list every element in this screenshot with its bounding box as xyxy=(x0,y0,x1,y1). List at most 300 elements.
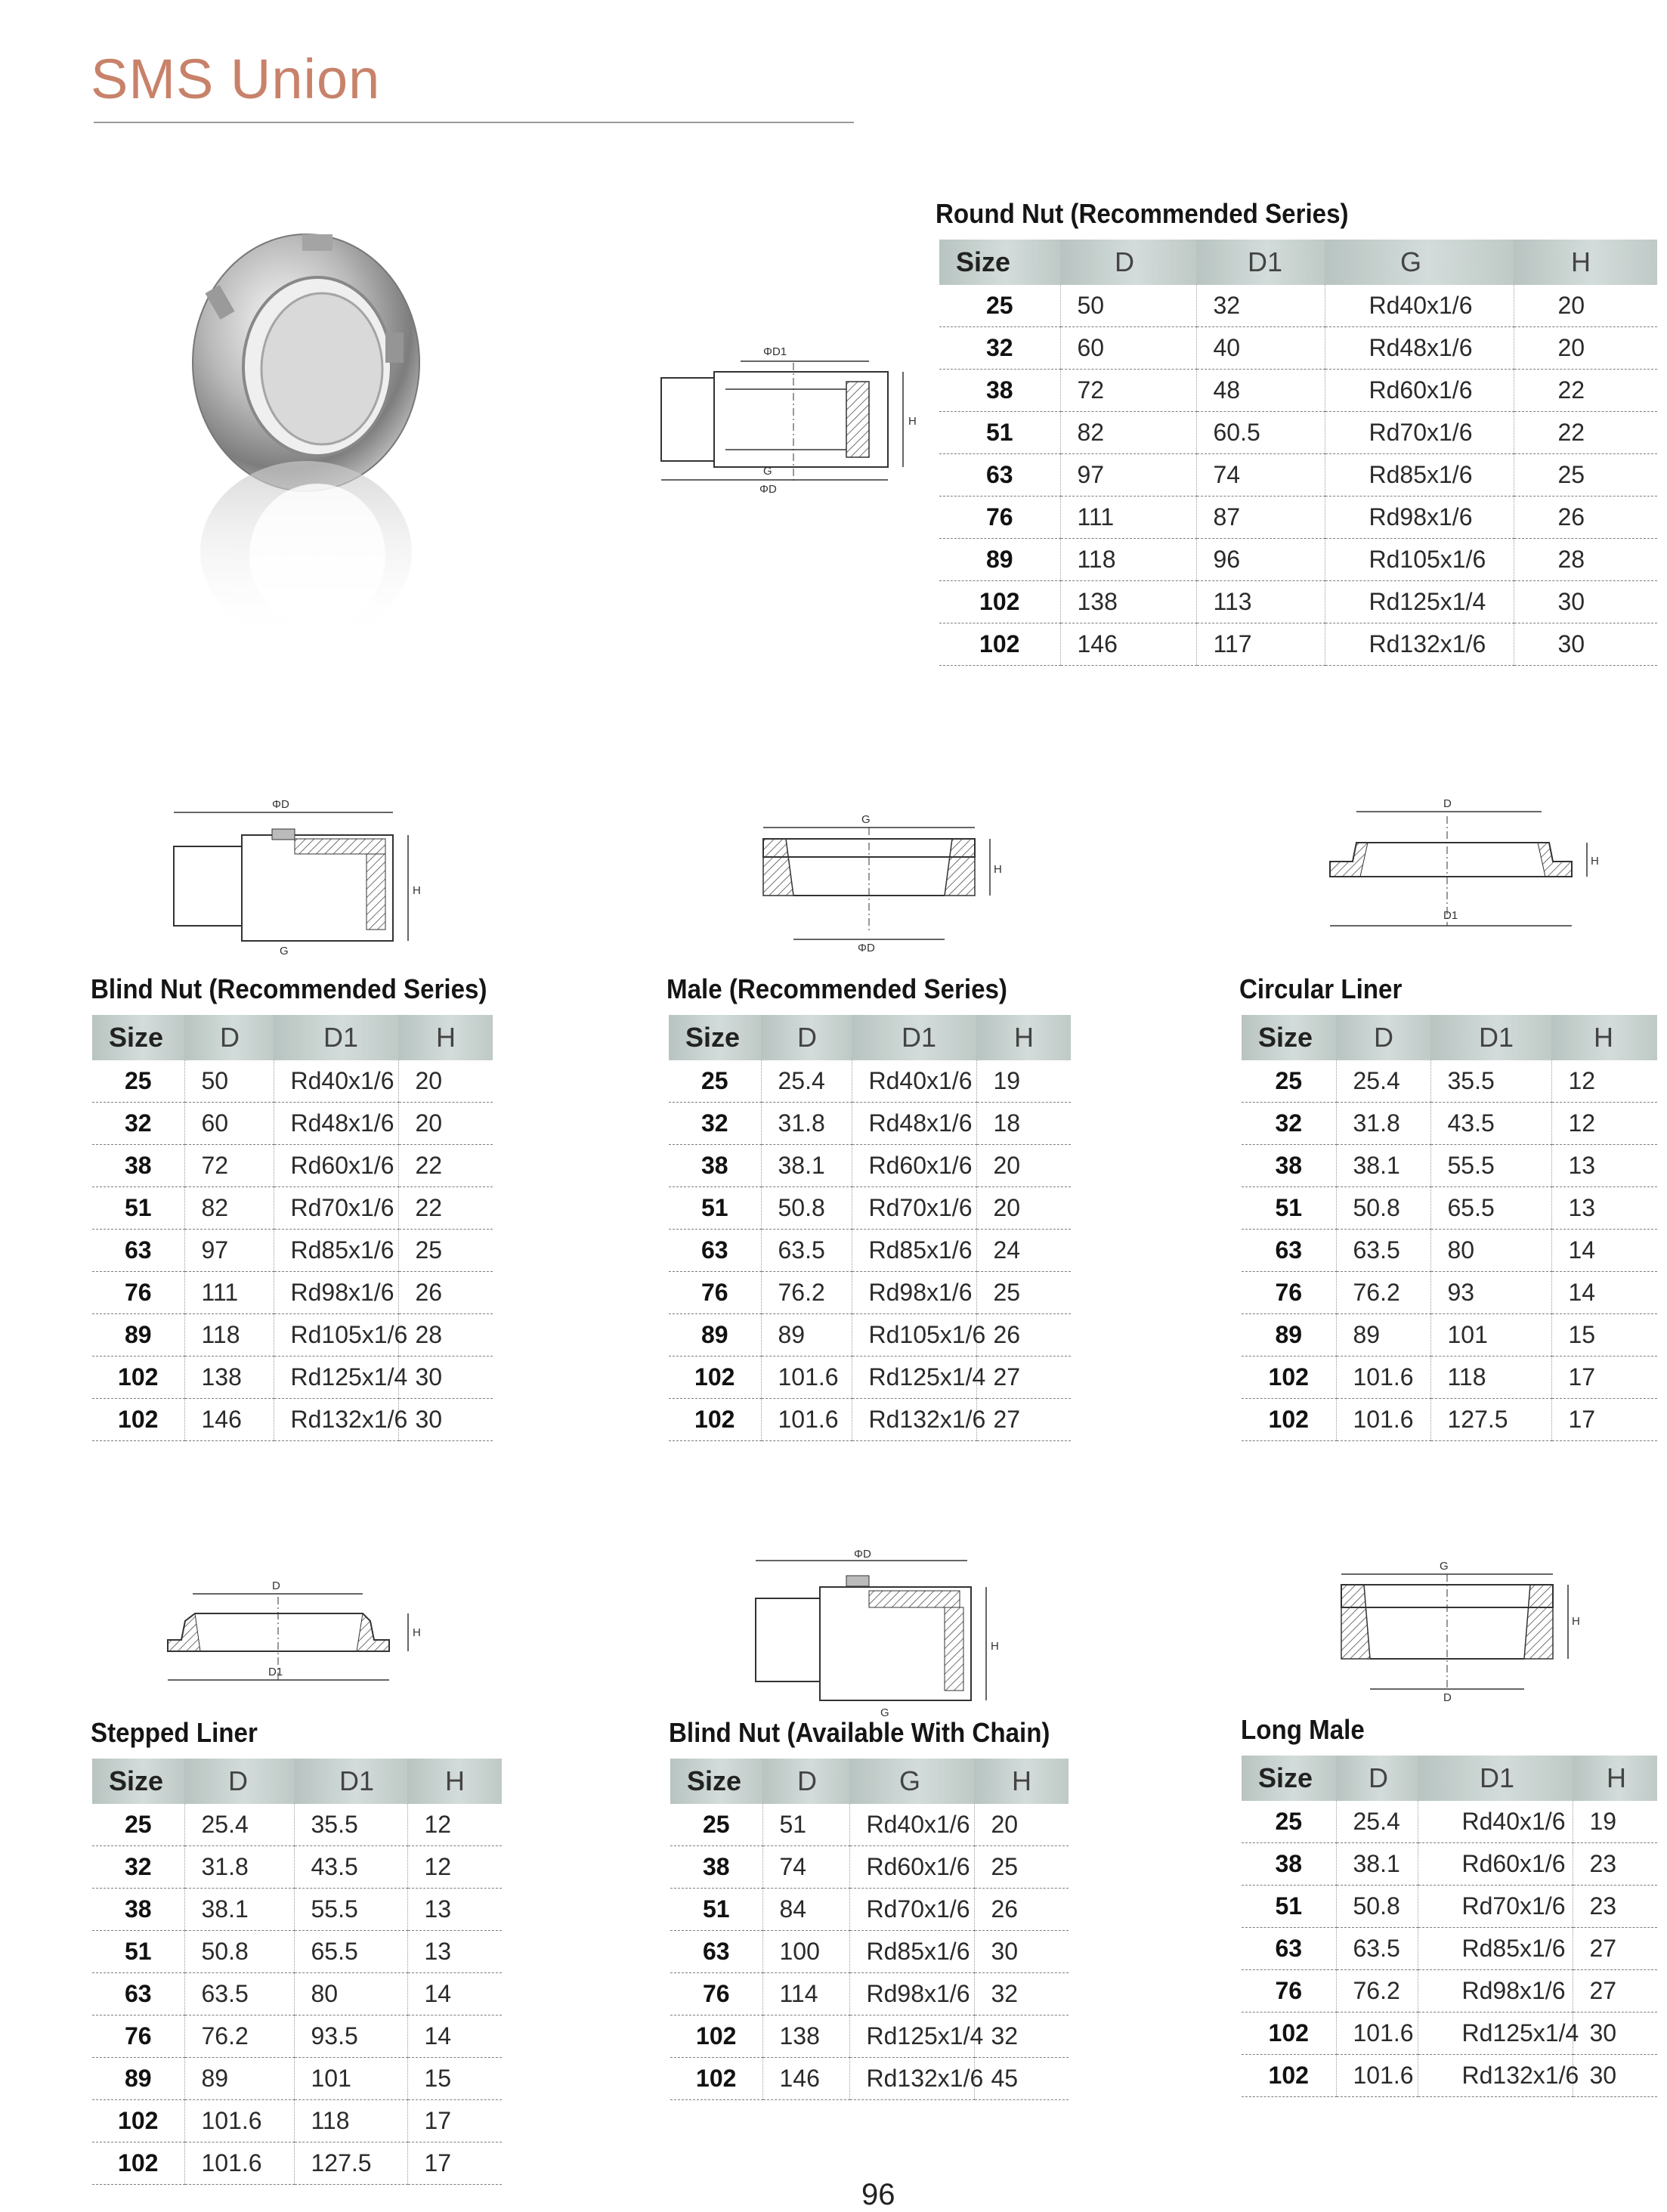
table-cell: 27 xyxy=(1573,1970,1657,2012)
table-cell: 19 xyxy=(976,1060,1071,1103)
svg-text:D: D xyxy=(1443,797,1452,810)
table-cell: 22 xyxy=(398,1145,493,1187)
column-header: D1 xyxy=(1196,240,1325,285)
table-cell: 102 xyxy=(939,623,1060,666)
table-cell: 101 xyxy=(294,2058,407,2100)
table-row xyxy=(92,1230,493,1272)
table-cell: 51 xyxy=(762,1804,849,1846)
table-cell: 43.5 xyxy=(1430,1103,1551,1145)
table-row xyxy=(92,1889,502,1931)
column-header: D xyxy=(761,1015,852,1060)
svg-text:G: G xyxy=(880,1706,889,1719)
table-row xyxy=(92,1846,502,1889)
table-cell: 97 xyxy=(1060,454,1196,497)
table-row xyxy=(92,1145,493,1187)
table-cell: 146 xyxy=(184,1399,274,1441)
table-cell: 50 xyxy=(184,1060,274,1103)
table-cell: 63 xyxy=(1242,1230,1336,1272)
table-cell: Rd40x1/6 xyxy=(1325,285,1514,327)
table-cell: 82 xyxy=(1060,412,1196,454)
table-cell: 25.4 xyxy=(761,1060,852,1103)
table-cell: Rd70x1/6 xyxy=(849,1889,974,1931)
title-divider xyxy=(94,122,854,123)
table-cell: 101 xyxy=(1430,1314,1551,1357)
long-male-drawing xyxy=(1319,1553,1606,1704)
table-row xyxy=(92,1272,493,1314)
svg-text:H: H xyxy=(991,1640,999,1653)
table-cell: Rd85x1/6 xyxy=(852,1230,976,1272)
table-row xyxy=(669,1060,1071,1103)
table-cell: 23 xyxy=(1573,1886,1657,1928)
table-cell: 31.8 xyxy=(1336,1103,1430,1145)
table-cell: 51 xyxy=(92,1187,184,1230)
svg-text:D: D xyxy=(272,1579,280,1592)
table-row xyxy=(669,1314,1071,1357)
table-cell: 38 xyxy=(669,1145,761,1187)
table-cell: 102 xyxy=(92,1357,184,1399)
table-cell: Rd40x1/6 xyxy=(274,1060,398,1103)
table-cell: 38 xyxy=(1242,1843,1336,1886)
table-cell: Rd132x1/6 xyxy=(274,1399,398,1441)
table-cell: 20 xyxy=(1514,327,1657,370)
table-cell: 35.5 xyxy=(1430,1060,1551,1103)
table-row xyxy=(92,1973,502,2016)
column-header: D xyxy=(1336,1015,1430,1060)
stepped-liner-title: Stepped Liner xyxy=(91,1717,258,1748)
column-header: D xyxy=(762,1759,849,1804)
table-cell: 76 xyxy=(939,497,1060,539)
table-cell: 20 xyxy=(976,1145,1071,1187)
table-cell: Rd40x1/6 xyxy=(1418,1801,1573,1843)
table-cell: Rd85x1/6 xyxy=(1418,1928,1573,1970)
table-cell: 76.2 xyxy=(1336,1970,1418,2012)
table-cell: Rd70x1/6 xyxy=(1418,1886,1573,1928)
column-header: Size xyxy=(939,240,1060,285)
column-header: H xyxy=(1514,240,1657,285)
table-cell: 51 xyxy=(1242,1187,1336,1230)
table-cell: 76.2 xyxy=(1336,1272,1430,1314)
table-cell: 45 xyxy=(974,2058,1069,2100)
table-cell: 20 xyxy=(398,1060,493,1103)
table-row xyxy=(92,2058,502,2100)
table-cell: 25 xyxy=(1242,1801,1336,1843)
table-cell: 89 xyxy=(92,1314,184,1357)
table-cell: 50.8 xyxy=(1336,1187,1430,1230)
table-cell: 100 xyxy=(762,1931,849,1973)
male-title: Male (Recommended Series) xyxy=(666,973,1007,1004)
table-cell: Rd48x1/6 xyxy=(1325,327,1514,370)
table-cell: 13 xyxy=(407,1889,502,1931)
table-row xyxy=(939,327,1657,370)
table-cell: Rd125x1/4 xyxy=(1418,2012,1573,2055)
table-cell: 15 xyxy=(407,2058,502,2100)
table-cell: Rd70x1/6 xyxy=(852,1187,976,1230)
table-cell: 17 xyxy=(407,2100,502,2142)
table-cell: 63 xyxy=(670,1931,762,1973)
table-cell: 25 xyxy=(92,1804,184,1846)
table-row xyxy=(1242,1103,1657,1145)
table-row xyxy=(939,623,1657,666)
table-cell: 89 xyxy=(92,2058,184,2100)
table-cell: 20 xyxy=(398,1103,493,1145)
table-cell: Rd98x1/6 xyxy=(1418,1970,1573,2012)
table-cell: 114 xyxy=(762,1973,849,2016)
table-cell: 101.6 xyxy=(1336,2012,1418,2055)
table-cell: 38.1 xyxy=(1336,1843,1418,1886)
table-cell: 113 xyxy=(1196,581,1325,623)
table-cell: 89 xyxy=(1336,1314,1430,1357)
table-cell: 76 xyxy=(92,1272,184,1314)
table-cell: Rd132x1/6 xyxy=(852,1399,976,1441)
table-cell: 27 xyxy=(976,1399,1071,1441)
table-cell: 26 xyxy=(398,1272,493,1314)
stepped-liner-table xyxy=(92,1759,502,2185)
column-header: Size xyxy=(1242,1756,1336,1801)
table-cell: 13 xyxy=(407,1931,502,1973)
table-row xyxy=(939,539,1657,581)
table-cell: 97 xyxy=(184,1230,274,1272)
long-male-title: Long Male xyxy=(1241,1714,1365,1745)
table-cell: 76 xyxy=(669,1272,761,1314)
table-row xyxy=(1242,1357,1657,1399)
column-header: Size xyxy=(1242,1015,1336,1060)
table-cell: 76 xyxy=(1242,1970,1336,2012)
table-cell: 48 xyxy=(1196,370,1325,412)
table-cell: 38 xyxy=(670,1846,762,1889)
column-header: Size xyxy=(92,1015,184,1060)
table-cell: Rd85x1/6 xyxy=(849,1931,974,1973)
table-cell: 32 xyxy=(92,1103,184,1145)
table-cell: 43.5 xyxy=(294,1846,407,1889)
table-cell: Rd125x1/4 xyxy=(849,2016,974,2058)
blind-nut-drawing xyxy=(166,790,438,956)
table-cell: 25.4 xyxy=(1336,1801,1418,1843)
table-cell: 14 xyxy=(1551,1272,1657,1314)
table-cell: Rd40x1/6 xyxy=(849,1804,974,1846)
svg-text:H: H xyxy=(413,1626,421,1639)
circular-liner-drawing xyxy=(1322,794,1625,945)
table-row xyxy=(1242,1314,1657,1357)
table-cell: 127.5 xyxy=(294,2142,407,2185)
table-row xyxy=(1242,2012,1657,2055)
table-row xyxy=(669,1145,1071,1187)
table-cell: 20 xyxy=(974,1804,1069,1846)
table-row xyxy=(670,2016,1069,2058)
table-cell: 22 xyxy=(398,1187,493,1230)
table-cell: 32 xyxy=(939,327,1060,370)
svg-text:D1: D1 xyxy=(268,1666,283,1678)
svg-text:D1: D1 xyxy=(1443,909,1458,922)
table-row xyxy=(670,1846,1069,1889)
table-cell: Rd60x1/6 xyxy=(1418,1843,1573,1886)
table-cell: 127.5 xyxy=(1430,1399,1551,1441)
table-cell: 27 xyxy=(1573,1928,1657,1970)
table-cell: 26 xyxy=(1514,497,1657,539)
table-cell: 50.8 xyxy=(184,1931,294,1973)
table-row xyxy=(670,1931,1069,1973)
round-nut-photo xyxy=(181,219,423,642)
svg-text:H: H xyxy=(1572,1615,1580,1628)
table-cell: 51 xyxy=(670,1889,762,1931)
table-header-row xyxy=(670,1759,1069,1804)
table-cell: 25 xyxy=(669,1060,761,1103)
table-cell: 89 xyxy=(761,1314,852,1357)
table-cell: 32 xyxy=(669,1103,761,1145)
table-cell: Rd98x1/6 xyxy=(274,1272,398,1314)
table-cell: 72 xyxy=(1060,370,1196,412)
table-cell: 72 xyxy=(184,1145,274,1187)
table-cell: Rd60x1/6 xyxy=(849,1846,974,1889)
table-cell: 23 xyxy=(1573,1843,1657,1886)
table-cell: 51 xyxy=(92,1931,184,1973)
table-cell: 111 xyxy=(1060,497,1196,539)
table-cell: 30 xyxy=(398,1357,493,1399)
table-cell: 89 xyxy=(184,2058,294,2100)
table-row xyxy=(939,497,1657,539)
table-row xyxy=(92,1187,493,1230)
table-cell: 60.5 xyxy=(1196,412,1325,454)
table-cell: 102 xyxy=(670,2016,762,2058)
svg-text:G: G xyxy=(280,945,289,956)
svg-text:G: G xyxy=(861,813,871,826)
table-cell: 38 xyxy=(92,1145,184,1187)
table-cell: 102 xyxy=(1242,2012,1336,2055)
svg-text:G: G xyxy=(763,465,772,478)
table-cell: 93.5 xyxy=(294,2016,407,2058)
table-cell: 63 xyxy=(1242,1928,1336,1970)
column-header: Size xyxy=(669,1015,761,1060)
table-row xyxy=(669,1357,1071,1399)
table-cell: 101.6 xyxy=(184,2142,294,2185)
column-header: D1 xyxy=(852,1015,976,1060)
table-cell: 117 xyxy=(1196,623,1325,666)
table-cell: 31.8 xyxy=(761,1103,852,1145)
column-header: Size xyxy=(92,1759,184,1804)
table-cell: 146 xyxy=(762,2058,849,2100)
blind-nut-table xyxy=(92,1015,493,1441)
table-cell: 38.1 xyxy=(1336,1145,1430,1187)
table-cell: 118 xyxy=(1060,539,1196,581)
table-cell: 38 xyxy=(92,1889,184,1931)
table-cell: 76 xyxy=(92,2016,184,2058)
table-cell: 55.5 xyxy=(1430,1145,1551,1187)
column-header: H xyxy=(974,1759,1069,1804)
table-cell: 60 xyxy=(1060,327,1196,370)
table-cell: 25 xyxy=(670,1804,762,1846)
table-cell: 74 xyxy=(1196,454,1325,497)
table-cell: 63.5 xyxy=(1336,1928,1418,1970)
table-cell: 17 xyxy=(407,2142,502,2185)
table-row xyxy=(92,1357,493,1399)
svg-text:ΦD: ΦD xyxy=(759,483,777,496)
male-table xyxy=(669,1015,1071,1441)
table-cell: 51 xyxy=(1242,1886,1336,1928)
column-header: H xyxy=(1573,1756,1657,1801)
column-header: H xyxy=(1551,1015,1657,1060)
table-cell: 32 xyxy=(1242,1103,1336,1145)
table-cell: 50.8 xyxy=(1336,1886,1418,1928)
table-header-row xyxy=(1242,1756,1657,1801)
table-row xyxy=(1242,1272,1657,1314)
table-row xyxy=(1242,1145,1657,1187)
table-cell: 63.5 xyxy=(1336,1230,1430,1272)
table-row xyxy=(1242,1399,1657,1441)
column-header: G xyxy=(1325,240,1514,285)
table-cell: 102 xyxy=(92,1399,184,1441)
table-cell: 102 xyxy=(1242,1357,1336,1399)
table-cell: 63 xyxy=(939,454,1060,497)
table-cell: Rd48x1/6 xyxy=(274,1103,398,1145)
table-row xyxy=(1242,1886,1657,1928)
table-cell: 38.1 xyxy=(761,1145,852,1187)
table-row xyxy=(669,1272,1071,1314)
table-cell: 25 xyxy=(1242,1060,1336,1103)
table-cell: 17 xyxy=(1551,1399,1657,1441)
table-cell: 50 xyxy=(1060,285,1196,327)
table-cell: 25.4 xyxy=(184,1804,294,1846)
table-cell: 111 xyxy=(184,1272,274,1314)
table-cell: 89 xyxy=(669,1314,761,1357)
male-drawing xyxy=(748,805,1005,956)
table-cell: 84 xyxy=(762,1889,849,1931)
column-header: D1 xyxy=(274,1015,398,1060)
table-cell: 30 xyxy=(1573,2055,1657,2097)
table-cell: 38.1 xyxy=(184,1889,294,1931)
blind-nut-chain-drawing xyxy=(748,1545,1020,1719)
table-cell: 18 xyxy=(976,1103,1071,1145)
table-cell: 102 xyxy=(939,581,1060,623)
table-row xyxy=(92,1804,502,1846)
table-cell: 76 xyxy=(670,1973,762,2016)
table-cell: 87 xyxy=(1196,497,1325,539)
table-cell: 138 xyxy=(1060,581,1196,623)
column-header: Size xyxy=(670,1759,762,1804)
table-cell: 96 xyxy=(1196,539,1325,581)
table-cell: 30 xyxy=(398,1399,493,1441)
round-nut-title: Round Nut (Recommended Series) xyxy=(936,198,1349,229)
column-header: H xyxy=(976,1015,1071,1060)
table-cell: 40 xyxy=(1196,327,1325,370)
table-row xyxy=(939,581,1657,623)
table-row xyxy=(939,454,1657,497)
table-row xyxy=(1242,1801,1657,1843)
table-cell: 22 xyxy=(1514,412,1657,454)
table-cell: Rd125x1/4 xyxy=(1325,581,1514,623)
table-cell: Rd98x1/6 xyxy=(849,1973,974,2016)
table-cell: 93 xyxy=(1430,1272,1551,1314)
table-cell: 63 xyxy=(669,1230,761,1272)
table-cell: Rd70x1/6 xyxy=(274,1187,398,1230)
table-cell: 76 xyxy=(1242,1272,1336,1314)
table-cell: 19 xyxy=(1573,1801,1657,1843)
table-cell: Rd132x1/6 xyxy=(1418,2055,1573,2097)
table-row xyxy=(670,1973,1069,2016)
table-row xyxy=(669,1103,1071,1145)
table-cell: 32 xyxy=(974,2016,1069,2058)
table-row xyxy=(1242,1843,1657,1886)
table-cell: 101.6 xyxy=(1336,1357,1430,1399)
table-cell: Rd60x1/6 xyxy=(1325,370,1514,412)
column-header: D xyxy=(184,1759,294,1804)
column-header: D1 xyxy=(1430,1015,1551,1060)
table-cell: 118 xyxy=(184,1314,274,1357)
table-row xyxy=(92,1399,493,1441)
table-cell: 12 xyxy=(1551,1103,1657,1145)
table-cell: Rd48x1/6 xyxy=(852,1103,976,1145)
table-cell: 102 xyxy=(670,2058,762,2100)
svg-text:G: G xyxy=(1440,1560,1449,1573)
table-cell: 14 xyxy=(407,1973,502,2016)
table-row xyxy=(1242,1187,1657,1230)
svg-text:H: H xyxy=(994,863,1002,876)
table-cell: 20 xyxy=(976,1187,1071,1230)
table-cell: 12 xyxy=(407,1804,502,1846)
table-cell: 102 xyxy=(92,2142,184,2185)
table-cell: 30 xyxy=(1514,623,1657,666)
table-row xyxy=(92,2142,502,2185)
table-cell: Rd132x1/6 xyxy=(1325,623,1514,666)
table-cell: 38 xyxy=(1242,1145,1336,1187)
table-cell: 25 xyxy=(976,1272,1071,1314)
table-row xyxy=(670,1889,1069,1931)
page-title: SMS Union xyxy=(91,48,381,110)
table-row xyxy=(670,1804,1069,1846)
table-row xyxy=(92,1931,502,1973)
table-cell: 14 xyxy=(407,2016,502,2058)
table-cell: 32 xyxy=(92,1846,184,1889)
table-row xyxy=(1242,1970,1657,2012)
table-header-row xyxy=(939,240,1657,285)
table-cell: 63 xyxy=(92,1973,184,2016)
long-male-table xyxy=(1242,1756,1657,2097)
table-cell: 22 xyxy=(1514,370,1657,412)
stepped-liner-drawing xyxy=(159,1576,446,1689)
table-row xyxy=(92,1060,493,1103)
svg-text:ΦD: ΦD xyxy=(272,798,289,811)
column-header: D xyxy=(1336,1756,1418,1801)
table-row xyxy=(92,1103,493,1145)
table-cell: 25 xyxy=(939,285,1060,327)
table-cell: Rd105x1/6 xyxy=(274,1314,398,1357)
column-header: D xyxy=(184,1015,274,1060)
table-cell: 38 xyxy=(939,370,1060,412)
table-cell: 89 xyxy=(939,539,1060,581)
table-cell: Rd85x1/6 xyxy=(274,1230,398,1272)
table-cell: Rd98x1/6 xyxy=(1325,497,1514,539)
table-row xyxy=(1242,1230,1657,1272)
table-cell: 12 xyxy=(1551,1060,1657,1103)
table-cell: 102 xyxy=(669,1357,761,1399)
svg-text:ΦD1: ΦD1 xyxy=(763,345,787,358)
table-cell: 31.8 xyxy=(184,1846,294,1889)
table-header-row xyxy=(669,1015,1071,1060)
table-row xyxy=(670,2058,1069,2100)
table-cell: 13 xyxy=(1551,1145,1657,1187)
table-cell: Rd105x1/6 xyxy=(852,1314,976,1357)
table-cell: 65.5 xyxy=(294,1931,407,1973)
table-cell: Rd60x1/6 xyxy=(274,1145,398,1187)
svg-text:H: H xyxy=(413,884,421,897)
table-row xyxy=(669,1230,1071,1272)
table-cell: Rd105x1/6 xyxy=(1325,539,1514,581)
circular-liner-table xyxy=(1242,1015,1657,1441)
table-cell: 20 xyxy=(1514,285,1657,327)
table-cell: 26 xyxy=(976,1314,1071,1357)
table-row xyxy=(939,370,1657,412)
table-cell: 25.4 xyxy=(1336,1060,1430,1103)
table-cell: 13 xyxy=(1551,1187,1657,1230)
table-cell: 101.6 xyxy=(1336,1399,1430,1441)
